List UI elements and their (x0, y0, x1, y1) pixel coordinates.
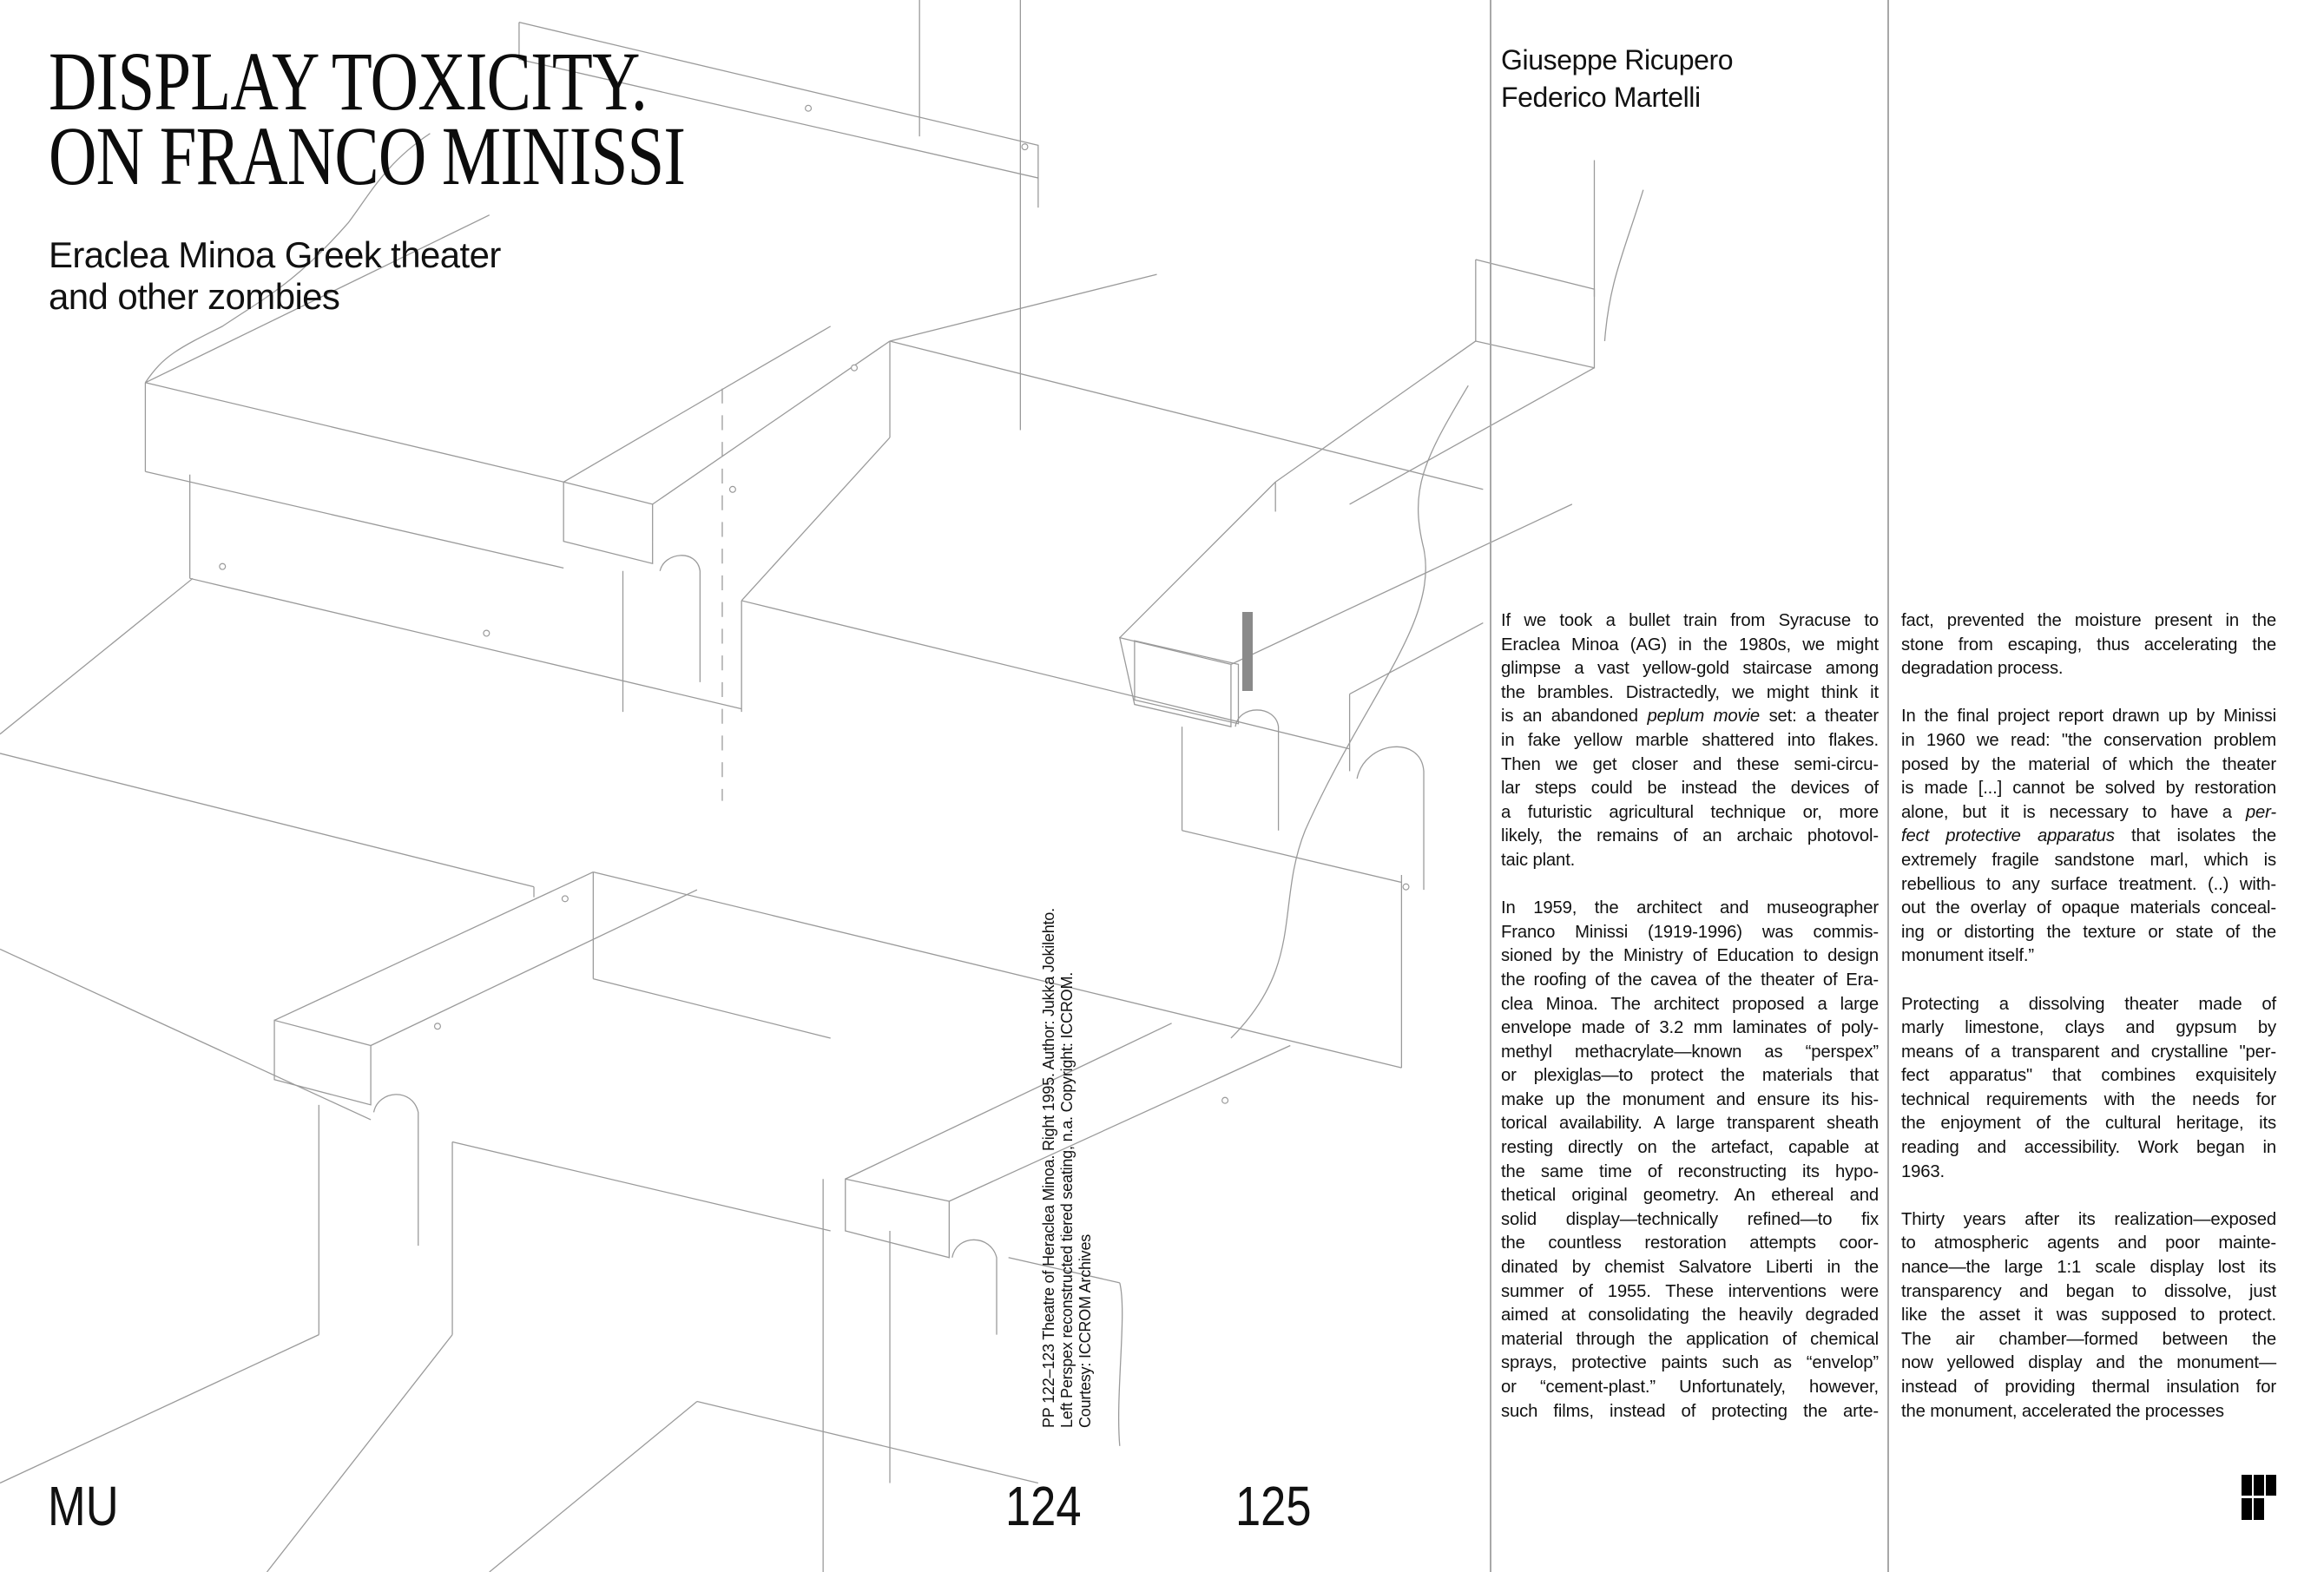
body-column-1 (1501, 609, 1879, 1448)
text-line: the brambles. Distractedly, we might think it (1501, 682, 1879, 702)
text-line: the same time of reconstructing its hypo- (1501, 1161, 1879, 1181)
text-line: like the asset it was supposed to protect. (1901, 1306, 2276, 1325)
text-line: in 1960 we read: "the conservation problem (1901, 730, 2276, 750)
text-line: In the final project report drawn up by Minissi (1901, 707, 2276, 727)
text-line: now yellowed display and the monument— (1901, 1353, 2276, 1373)
text-line: make up the monument and ensure its his- (1501, 1089, 1879, 1109)
text-line: The air chamber—formed between the (1901, 1329, 2276, 1349)
publisher-logo-icon (2242, 1475, 2276, 1520)
text-line: the roofing of the cavea of the theater of Era- (1501, 970, 1879, 990)
caption-line-3: Courtesy: ICCROM Archives (1076, 1233, 1094, 1428)
text-line: or “cement-plast.” Unfortunately, however, (1501, 1378, 1879, 1397)
text-line: likely, the remains of an archaic photovol- (1501, 826, 1879, 846)
text-line: sioned by the Ministry of Education to design (1501, 946, 1879, 966)
text-line: ing or distorting the texture or state of the (1901, 922, 2276, 942)
italic-text: fect protective apparatus (1901, 826, 2115, 846)
text-line: or plexiglas—to protect the materials that (1501, 1066, 1879, 1086)
text-line: extremely fragile sandstone marl, which is (1901, 850, 2276, 870)
subtitle-line-1: Eraclea Minoa Greek theater (49, 234, 501, 275)
text-line: transparency and began to dissolve, just (1901, 1281, 2276, 1301)
text-line: sprays, protective paints such as “envelop” (1501, 1353, 1879, 1373)
text-line: resting directly on the artefact, capable at (1501, 1138, 1879, 1158)
text-line: torical availability. A large transparent sheath (1501, 1114, 1879, 1134)
text-line: degradation process. (1901, 659, 2064, 679)
text-line: a futuristic agricultural technique or, more (1501, 802, 1879, 822)
text-line: methyl methacrylate—known as “perspex” (1501, 1042, 1879, 1062)
image-caption (1040, 855, 1095, 1428)
authors (1501, 42, 1733, 116)
author-2: Federico Martelli (1501, 82, 1701, 113)
text-line: fact, prevented the moisture present in the (1901, 611, 2276, 630)
paragraph (1501, 609, 1879, 873)
subtitle (49, 234, 501, 318)
paragraph (1901, 1208, 2276, 1424)
caption-line-2: Left Perspex reconstructed tiered seating, n.a. Copyright: ICCROM. (1058, 971, 1076, 1428)
italic-text: per- (2245, 802, 2276, 822)
text-line: In 1959, the architect and museographer (1501, 898, 1879, 918)
text-line: in fake yellow marble shattered into flakes. (1501, 730, 1879, 750)
text-line: Eraclea Minoa (AG) in the 1980s, we might (1501, 635, 1879, 654)
text: that isolates the (2114, 826, 2276, 846)
text-line: Protecting a dissolving theater made of (1901, 994, 2276, 1014)
text-line: marly limestone, clays and gypsum by (1901, 1018, 2276, 1038)
text: is an abandoned (1501, 707, 1648, 727)
paragraph (1901, 993, 2276, 1185)
text-line: out the overlay of opaque materials conceal- (1901, 898, 2276, 918)
text-line: glimpse a vast yellow-gold staircase among (1501, 659, 1879, 679)
author-1: Giuseppe Ricupero (1501, 44, 1734, 76)
text-line: summer of 1955. These interventions were (1501, 1281, 1879, 1301)
text-line: 1963. (1901, 1161, 1945, 1181)
text-line: nance—the large 1:1 scale display lost its (1901, 1258, 2276, 1278)
text-line: instead of providing thermal insulation for (1901, 1378, 2276, 1397)
text-line (1901, 801, 2276, 825)
text: set: a theater (1760, 707, 1879, 727)
subtitle-line-2: and other zombies (49, 276, 340, 317)
text-line: dinated by chemist Salvatore Liberti in the (1501, 1258, 1879, 1278)
body-column-2 (1901, 609, 2276, 1448)
title-line-1: DISPLAY TOXICITY. (49, 35, 648, 128)
text-line: stone from escaping, thus accelerating the (1901, 635, 2276, 654)
paragraph (1901, 609, 2276, 681)
paragraph (1501, 897, 1879, 1424)
text-line: the countless restoration attempts coor- (1501, 1233, 1879, 1253)
italic-text: peplum movie (1647, 707, 1760, 727)
text-line: means of a transparent and crystalline "per- (1901, 1042, 2276, 1062)
text-line: such films, instead of protecting the arte- (1501, 1401, 1879, 1421)
center-steps (220, 105, 1484, 1572)
text-line: envelope made of 3.2 mm laminates of poly- (1501, 1018, 1879, 1038)
column-rule-middle (1887, 0, 1889, 1572)
column-rule-left (1490, 0, 1491, 1572)
caption-line-1: PP 122–123 Theatre of Heraclea Minoa. Right 1995. Author: Jukka Jokilehto. (1040, 908, 1057, 1428)
text-line: to atmospheric agents and poor mainte- (1901, 1233, 2276, 1253)
text-line: If we took a bullet train from Syracuse to (1501, 611, 1879, 630)
text-line: reading and accessibility. Work began in (1901, 1138, 2276, 1158)
text: alone, but it is necessary to have a (1901, 802, 2246, 822)
paragraph (1901, 705, 2276, 969)
journal-mark: MU (48, 1475, 119, 1537)
title-line-2: ON FRANCO MINISSI (49, 109, 686, 202)
text-line (1501, 705, 1879, 729)
text-line: clea Minoa. The architect proposed a large (1501, 994, 1879, 1014)
text-line: solid display—technically refined—to fix (1501, 1209, 1879, 1229)
page-number-right: 125 (1235, 1475, 1312, 1537)
text-line: technical requirements with the needs for (1901, 1089, 2276, 1109)
text-line: fect apparatus" that combines exquisitely (1901, 1066, 2276, 1086)
text-line: the enjoyment of the cultural heritage, its (1901, 1114, 2276, 1134)
text-line: is made [...] cannot be solved by restoration (1901, 779, 2276, 799)
text-line: Then we get closer and these semi-circu- (1501, 754, 1879, 774)
text-line: the monument, accelerated the processes (1901, 1401, 2224, 1421)
text-line: taic plant. (1501, 850, 1576, 870)
text-line: Thirty years after its realization—exposed (1901, 1209, 2276, 1229)
text-line: lar steps could be instead the devices of (1501, 779, 1879, 799)
text-line: thetical original geometry. An ethereal and (1501, 1186, 1879, 1206)
text-line: Franco Minissi (1919-1996) was commis- (1501, 922, 1879, 942)
text-line: aimed at consolidating the heavily degraded (1501, 1306, 1879, 1325)
text-line (1901, 825, 2276, 849)
text-line: posed by the material of which the theater (1901, 754, 2276, 774)
text-line: monument itself.” (1901, 946, 2034, 966)
text-line: material through the application of chemical (1501, 1329, 1879, 1349)
text-line: rebellious to any surface treatment. (..) with- (1901, 874, 2276, 894)
page-number-left: 124 (1005, 1475, 1082, 1537)
gray-accent-bar (1242, 612, 1253, 691)
